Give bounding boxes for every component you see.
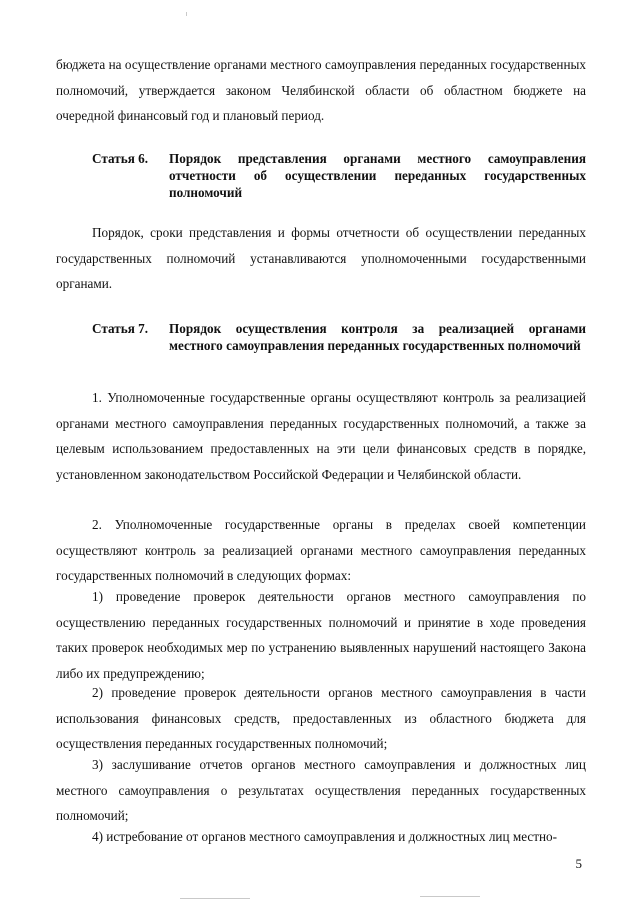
- article-6-number: Статья 6.: [92, 151, 149, 166]
- intro-paragraph: бюджета на осуществление органами местного самоуправления переданных государственных полномочий, утверждается законом Челябинской области об областном бюджете на очередной финансовый год и плановый период.: [56, 57, 586, 123]
- article-7-number: Статья 7.: [92, 321, 149, 336]
- article-7-paragraph-2: 2. Уполномоченные государственные органы в пределах своей компетенции осуществляют контроль за реализацией органами местного самоуправления переданных государственных полномочий в следующих формах:: [56, 517, 586, 583]
- scan-artifact: [420, 896, 480, 897]
- article-7-item-2: 2) проведение проверок деятельности органов местного самоуправления в части использования финансовых средств, предоставленных из областного бюджета для осуществления переданных государственных полномочий;: [56, 685, 586, 751]
- scan-artifact: [180, 898, 250, 899]
- article-7-paragraph-1: 1. Уполномоченные государственные органы осуществляют контроль за реализацией органами местного самоуправления переданных государственных полномочий, а также за целевым использованием предоставленных на эти цели финансовых средств в порядке, установленном законодательством Российской Федерации и Челябинской области.: [56, 390, 586, 482]
- article-7-heading: [92, 320, 586, 354]
- scan-artifact: [186, 12, 187, 16]
- article-7-title: Порядок осуществления контроля за реализацией органами местного самоуправления переданных государственных полномочий: [169, 321, 586, 353]
- page-number: 5: [575, 856, 582, 871]
- article-7-item-1: 1) проведение проверок деятельности органов местного самоуправления по осуществлению переданных государственных полномочий и принятие в ходе проведения таких проверок необходимых мер по устранению выявленных нарушений настоящего Закона либо их предупреждению;: [56, 589, 586, 681]
- article-6-heading: [92, 150, 586, 201]
- article-7-item-3: 3) заслушивание отчетов органов местного самоуправления и должностных лиц местного самоуправления о результатах осуществления переданных государственных полномочий;: [56, 757, 586, 823]
- article-6-text: Порядок, сроки представления и формы отчетности об осуществлении переданных государственных полномочий устанавливаются уполномоченными государственными органами.: [56, 225, 586, 291]
- article-7-item-4: 4) истребование от органов местного самоуправления и должностных лиц местно-: [92, 829, 558, 844]
- article-6-title: Порядок представления органами местного самоуправления отчетности об осуществлении переданных государственных полномочий: [169, 151, 586, 200]
